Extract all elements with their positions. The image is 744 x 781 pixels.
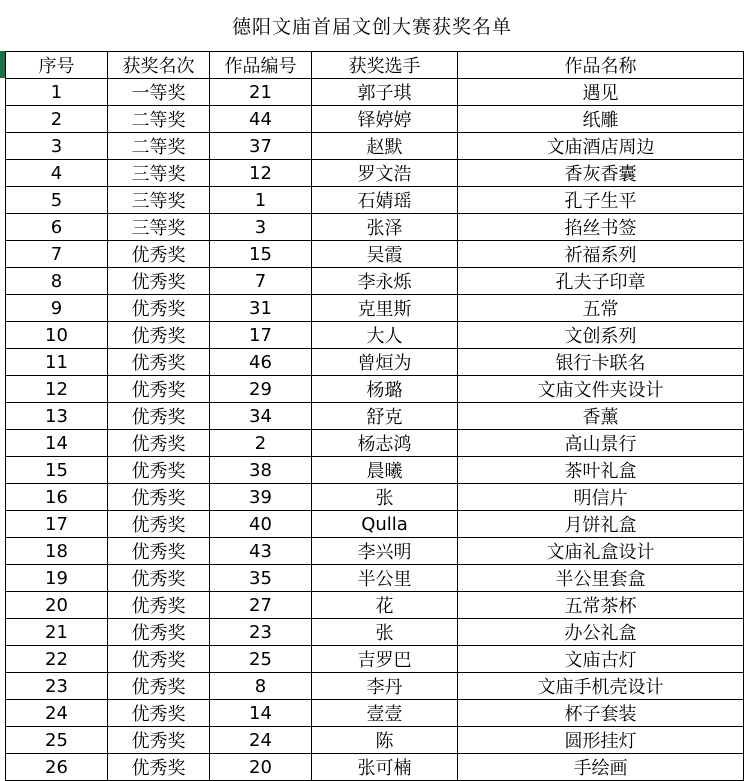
cell-rank[interactable]: 优秀奖 xyxy=(108,673,210,700)
table-row xyxy=(6,79,744,106)
cell-entry-no[interactable]: 24 xyxy=(210,727,312,754)
table-row xyxy=(6,295,744,322)
cell-rank[interactable]: 优秀奖 xyxy=(108,403,210,430)
cell-no[interactable]: 24 xyxy=(6,700,108,727)
cell-no[interactable]: 21 xyxy=(6,619,108,646)
cell-no[interactable]: 17 xyxy=(6,511,108,538)
cell-entry-no[interactable]: 12 xyxy=(210,160,312,187)
cell-work-name[interactable]: 纸雕 xyxy=(458,106,744,133)
cell-rank[interactable]: 一等奖 xyxy=(108,79,210,106)
cell-rank[interactable]: 二等奖 xyxy=(108,106,210,133)
cell-work-name[interactable]: 祈福系列 xyxy=(458,241,744,268)
table-row xyxy=(6,592,744,619)
cell-winner[interactable]: 赵默 xyxy=(312,133,458,160)
cell-rank[interactable]: 三等奖 xyxy=(108,160,210,187)
cell-work-name[interactable]: 银行卡联名 xyxy=(458,349,744,376)
table-row xyxy=(6,457,744,484)
cell-rank[interactable]: 优秀奖 xyxy=(108,700,210,727)
cell-rank[interactable]: 三等奖 xyxy=(108,214,210,241)
cell-rank[interactable]: 优秀奖 xyxy=(108,538,210,565)
cell-winner[interactable]: 铎婷婷 xyxy=(312,106,458,133)
cell-work-name[interactable]: 孔子生平 xyxy=(458,187,744,214)
cell-rank[interactable]: 优秀奖 xyxy=(108,322,210,349)
table-row xyxy=(6,754,744,781)
cell-rank[interactable]: 三等奖 xyxy=(108,187,210,214)
table-row xyxy=(6,133,744,160)
table-row xyxy=(6,484,744,511)
cell-no[interactable]: 20 xyxy=(6,592,108,619)
cell-winner[interactable]: Qulla xyxy=(312,511,458,538)
cell-rank[interactable]: 优秀奖 xyxy=(108,619,210,646)
cell-winner[interactable]: 舒克 xyxy=(312,403,458,430)
cell-entry-no[interactable]: 14 xyxy=(210,700,312,727)
cell-work-name[interactable]: 香薰 xyxy=(458,403,744,430)
cell-entry-no[interactable]: 3 xyxy=(210,214,312,241)
table-row xyxy=(6,187,744,214)
cell-no[interactable]: 13 xyxy=(6,403,108,430)
cell-entry-no[interactable]: 37 xyxy=(210,133,312,160)
cell-winner[interactable]: 大人 xyxy=(312,322,458,349)
cell-entry-no[interactable]: 17 xyxy=(210,322,312,349)
cell-work-name[interactable]: 杯子套装 xyxy=(458,700,744,727)
cell-entry-no[interactable]: 1 xyxy=(210,187,312,214)
awards-table xyxy=(5,51,744,781)
cell-work-name[interactable]: 高山景行 xyxy=(458,430,744,457)
cell-rank[interactable]: 优秀奖 xyxy=(108,565,210,592)
cell-entry-no[interactable]: 35 xyxy=(210,565,312,592)
table-row xyxy=(6,673,744,700)
cell-no[interactable]: 23 xyxy=(6,673,108,700)
cell-entry-no[interactable]: 2 xyxy=(210,430,312,457)
table-row xyxy=(6,322,744,349)
cell-winner[interactable]: 半公里 xyxy=(312,565,458,592)
cell-winner[interactable]: 张 xyxy=(312,484,458,511)
cell-winner[interactable]: 壹壹 xyxy=(312,700,458,727)
cell-entry-no[interactable]: 21 xyxy=(210,79,312,106)
cell-winner[interactable]: 陈 xyxy=(312,727,458,754)
cell-no[interactable]: 1 xyxy=(6,79,108,106)
cell-no[interactable]: 15 xyxy=(6,457,108,484)
header-cell-rank[interactable]: 获奖名次 xyxy=(108,52,210,79)
cell-work-name[interactable]: 文庙礼盒设计 xyxy=(458,538,744,565)
table-row xyxy=(6,106,744,133)
cell-entry-no[interactable]: 15 xyxy=(210,241,312,268)
cell-work-name[interactable]: 茶叶礼盒 xyxy=(458,457,744,484)
title-cell[interactable] xyxy=(0,0,744,52)
cell-work-name[interactable]: 圆形挂灯 xyxy=(458,727,744,754)
cell-no[interactable]: 19 xyxy=(6,565,108,592)
cell-work-name[interactable]: 五常 xyxy=(458,295,744,322)
table-row xyxy=(6,619,744,646)
cell-entry-no[interactable]: 31 xyxy=(210,295,312,322)
table-row xyxy=(6,214,744,241)
cell-winner[interactable]: 张泽 xyxy=(312,214,458,241)
cell-no[interactable]: 7 xyxy=(6,241,108,268)
table-row xyxy=(6,700,744,727)
cell-work-name[interactable]: 文庙古灯 xyxy=(458,646,744,673)
cell-no[interactable]: 9 xyxy=(6,295,108,322)
cell-work-name[interactable]: 半公里套盒 xyxy=(458,565,744,592)
table-row xyxy=(6,241,744,268)
table-row xyxy=(6,376,744,403)
cell-winner[interactable]: 吴霞 xyxy=(312,241,458,268)
cell-no[interactable]: 14 xyxy=(6,430,108,457)
cell-rank[interactable]: 优秀奖 xyxy=(108,646,210,673)
cell-work-name[interactable]: 掐丝书签 xyxy=(458,214,744,241)
cell-rank[interactable]: 优秀奖 xyxy=(108,268,210,295)
cell-winner[interactable]: 石婧瑶 xyxy=(312,187,458,214)
cell-work-name[interactable]: 办公礼盒 xyxy=(458,619,744,646)
cell-no[interactable]: 16 xyxy=(6,484,108,511)
page-title: 德阳文庙首届文创大赛获奖名单 xyxy=(231,16,512,38)
table-row xyxy=(6,646,744,673)
cell-rank[interactable]: 优秀奖 xyxy=(108,295,210,322)
cell-winner[interactable]: 罗文浩 xyxy=(312,160,458,187)
cell-winner[interactable]: 杨志鸿 xyxy=(312,430,458,457)
table-row xyxy=(6,727,744,754)
cell-work-name[interactable]: 文庙文件夹设计 xyxy=(458,376,744,403)
header-cell-work-name[interactable]: 作品名称 xyxy=(458,52,744,79)
cell-rank[interactable]: 优秀奖 xyxy=(108,241,210,268)
header-cell-winner[interactable]: 获奖选手 xyxy=(312,52,458,79)
header-cell-no[interactable]: 序号 xyxy=(6,52,108,79)
cell-rank[interactable]: 优秀奖 xyxy=(108,592,210,619)
cell-entry-no[interactable]: 40 xyxy=(210,511,312,538)
header-row xyxy=(6,52,744,79)
cell-entry-no[interactable]: 27 xyxy=(210,592,312,619)
cell-no[interactable]: 3 xyxy=(6,133,108,160)
cell-rank[interactable]: 优秀奖 xyxy=(108,457,210,484)
cell-entry-no[interactable]: 34 xyxy=(210,403,312,430)
cell-work-name[interactable]: 手绘画 xyxy=(458,754,744,781)
cell-rank[interactable]: 优秀奖 xyxy=(108,484,210,511)
cell-entry-no[interactable]: 43 xyxy=(210,538,312,565)
cell-no[interactable]: 10 xyxy=(6,322,108,349)
cell-winner[interactable]: 杨璐 xyxy=(312,376,458,403)
cell-entry-no[interactable]: 46 xyxy=(210,349,312,376)
table-row xyxy=(6,268,744,295)
cell-winner[interactable]: 李兴明 xyxy=(312,538,458,565)
cell-no[interactable]: 22 xyxy=(6,646,108,673)
cell-entry-no[interactable]: 44 xyxy=(210,106,312,133)
table-row xyxy=(6,403,744,430)
cell-no[interactable]: 8 xyxy=(6,268,108,295)
cell-work-name[interactable]: 文庙酒店周边 xyxy=(458,133,744,160)
table-row xyxy=(6,160,744,187)
cell-work-name[interactable]: 月饼礼盒 xyxy=(458,511,744,538)
cell-rank[interactable]: 优秀奖 xyxy=(108,511,210,538)
cell-work-name[interactable]: 明信片 xyxy=(458,484,744,511)
cell-rank[interactable]: 优秀奖 xyxy=(108,754,210,781)
cell-work-name[interactable]: 孔夫子印章 xyxy=(458,268,744,295)
table-row xyxy=(6,565,744,592)
header-cell-entry-no[interactable]: 作品编号 xyxy=(210,52,312,79)
cell-entry-no[interactable]: 39 xyxy=(210,484,312,511)
table-row xyxy=(6,538,744,565)
cell-winner[interactable]: 吉罗巴 xyxy=(312,646,458,673)
cell-no[interactable]: 18 xyxy=(6,538,108,565)
cell-winner[interactable]: 克里斯 xyxy=(312,295,458,322)
cell-winner[interactable]: 郭子琪 xyxy=(312,79,458,106)
cell-rank[interactable]: 优秀奖 xyxy=(108,349,210,376)
cell-no[interactable]: 5 xyxy=(6,187,108,214)
cell-rank[interactable]: 二等奖 xyxy=(108,133,210,160)
cell-winner[interactable]: 晨曦 xyxy=(312,457,458,484)
cell-work-name[interactable]: 香灰香囊 xyxy=(458,160,744,187)
cell-no[interactable]: 12 xyxy=(6,376,108,403)
cell-work-name[interactable]: 文创系列 xyxy=(458,322,744,349)
cell-work-name[interactable]: 文庙手机壳设计 xyxy=(458,673,744,700)
table-row xyxy=(6,430,744,457)
table-row xyxy=(6,349,744,376)
cell-no[interactable]: 11 xyxy=(6,349,108,376)
cell-entry-no[interactable]: 8 xyxy=(210,673,312,700)
cell-no[interactable]: 25 xyxy=(6,727,108,754)
cell-work-name[interactable]: 五常茶杯 xyxy=(458,592,744,619)
cell-work-name[interactable]: 遇见 xyxy=(458,79,744,106)
cell-no[interactable]: 6 xyxy=(6,214,108,241)
cell-rank[interactable]: 优秀奖 xyxy=(108,727,210,754)
cell-rank[interactable]: 优秀奖 xyxy=(108,376,210,403)
cell-entry-no[interactable]: 38 xyxy=(210,457,312,484)
cell-no[interactable]: 26 xyxy=(6,754,108,781)
cell-entry-no[interactable]: 25 xyxy=(210,646,312,673)
cell-no[interactable]: 4 xyxy=(6,160,108,187)
cell-winner[interactable]: 张可楠 xyxy=(312,754,458,781)
cell-winner[interactable]: 李永烁 xyxy=(312,268,458,295)
cell-entry-no[interactable]: 29 xyxy=(210,376,312,403)
cell-entry-no[interactable]: 20 xyxy=(210,754,312,781)
cell-entry-no[interactable]: 7 xyxy=(210,268,312,295)
cell-winner[interactable]: 李丹 xyxy=(312,673,458,700)
cell-no[interactable]: 2 xyxy=(6,106,108,133)
cell-rank[interactable]: 优秀奖 xyxy=(108,430,210,457)
cell-entry-no[interactable]: 23 xyxy=(210,619,312,646)
table-row xyxy=(6,511,744,538)
cell-winner[interactable]: 曾烜为 xyxy=(312,349,458,376)
cell-winner[interactable]: 花 xyxy=(312,592,458,619)
cell-winner[interactable]: 张 xyxy=(312,619,458,646)
